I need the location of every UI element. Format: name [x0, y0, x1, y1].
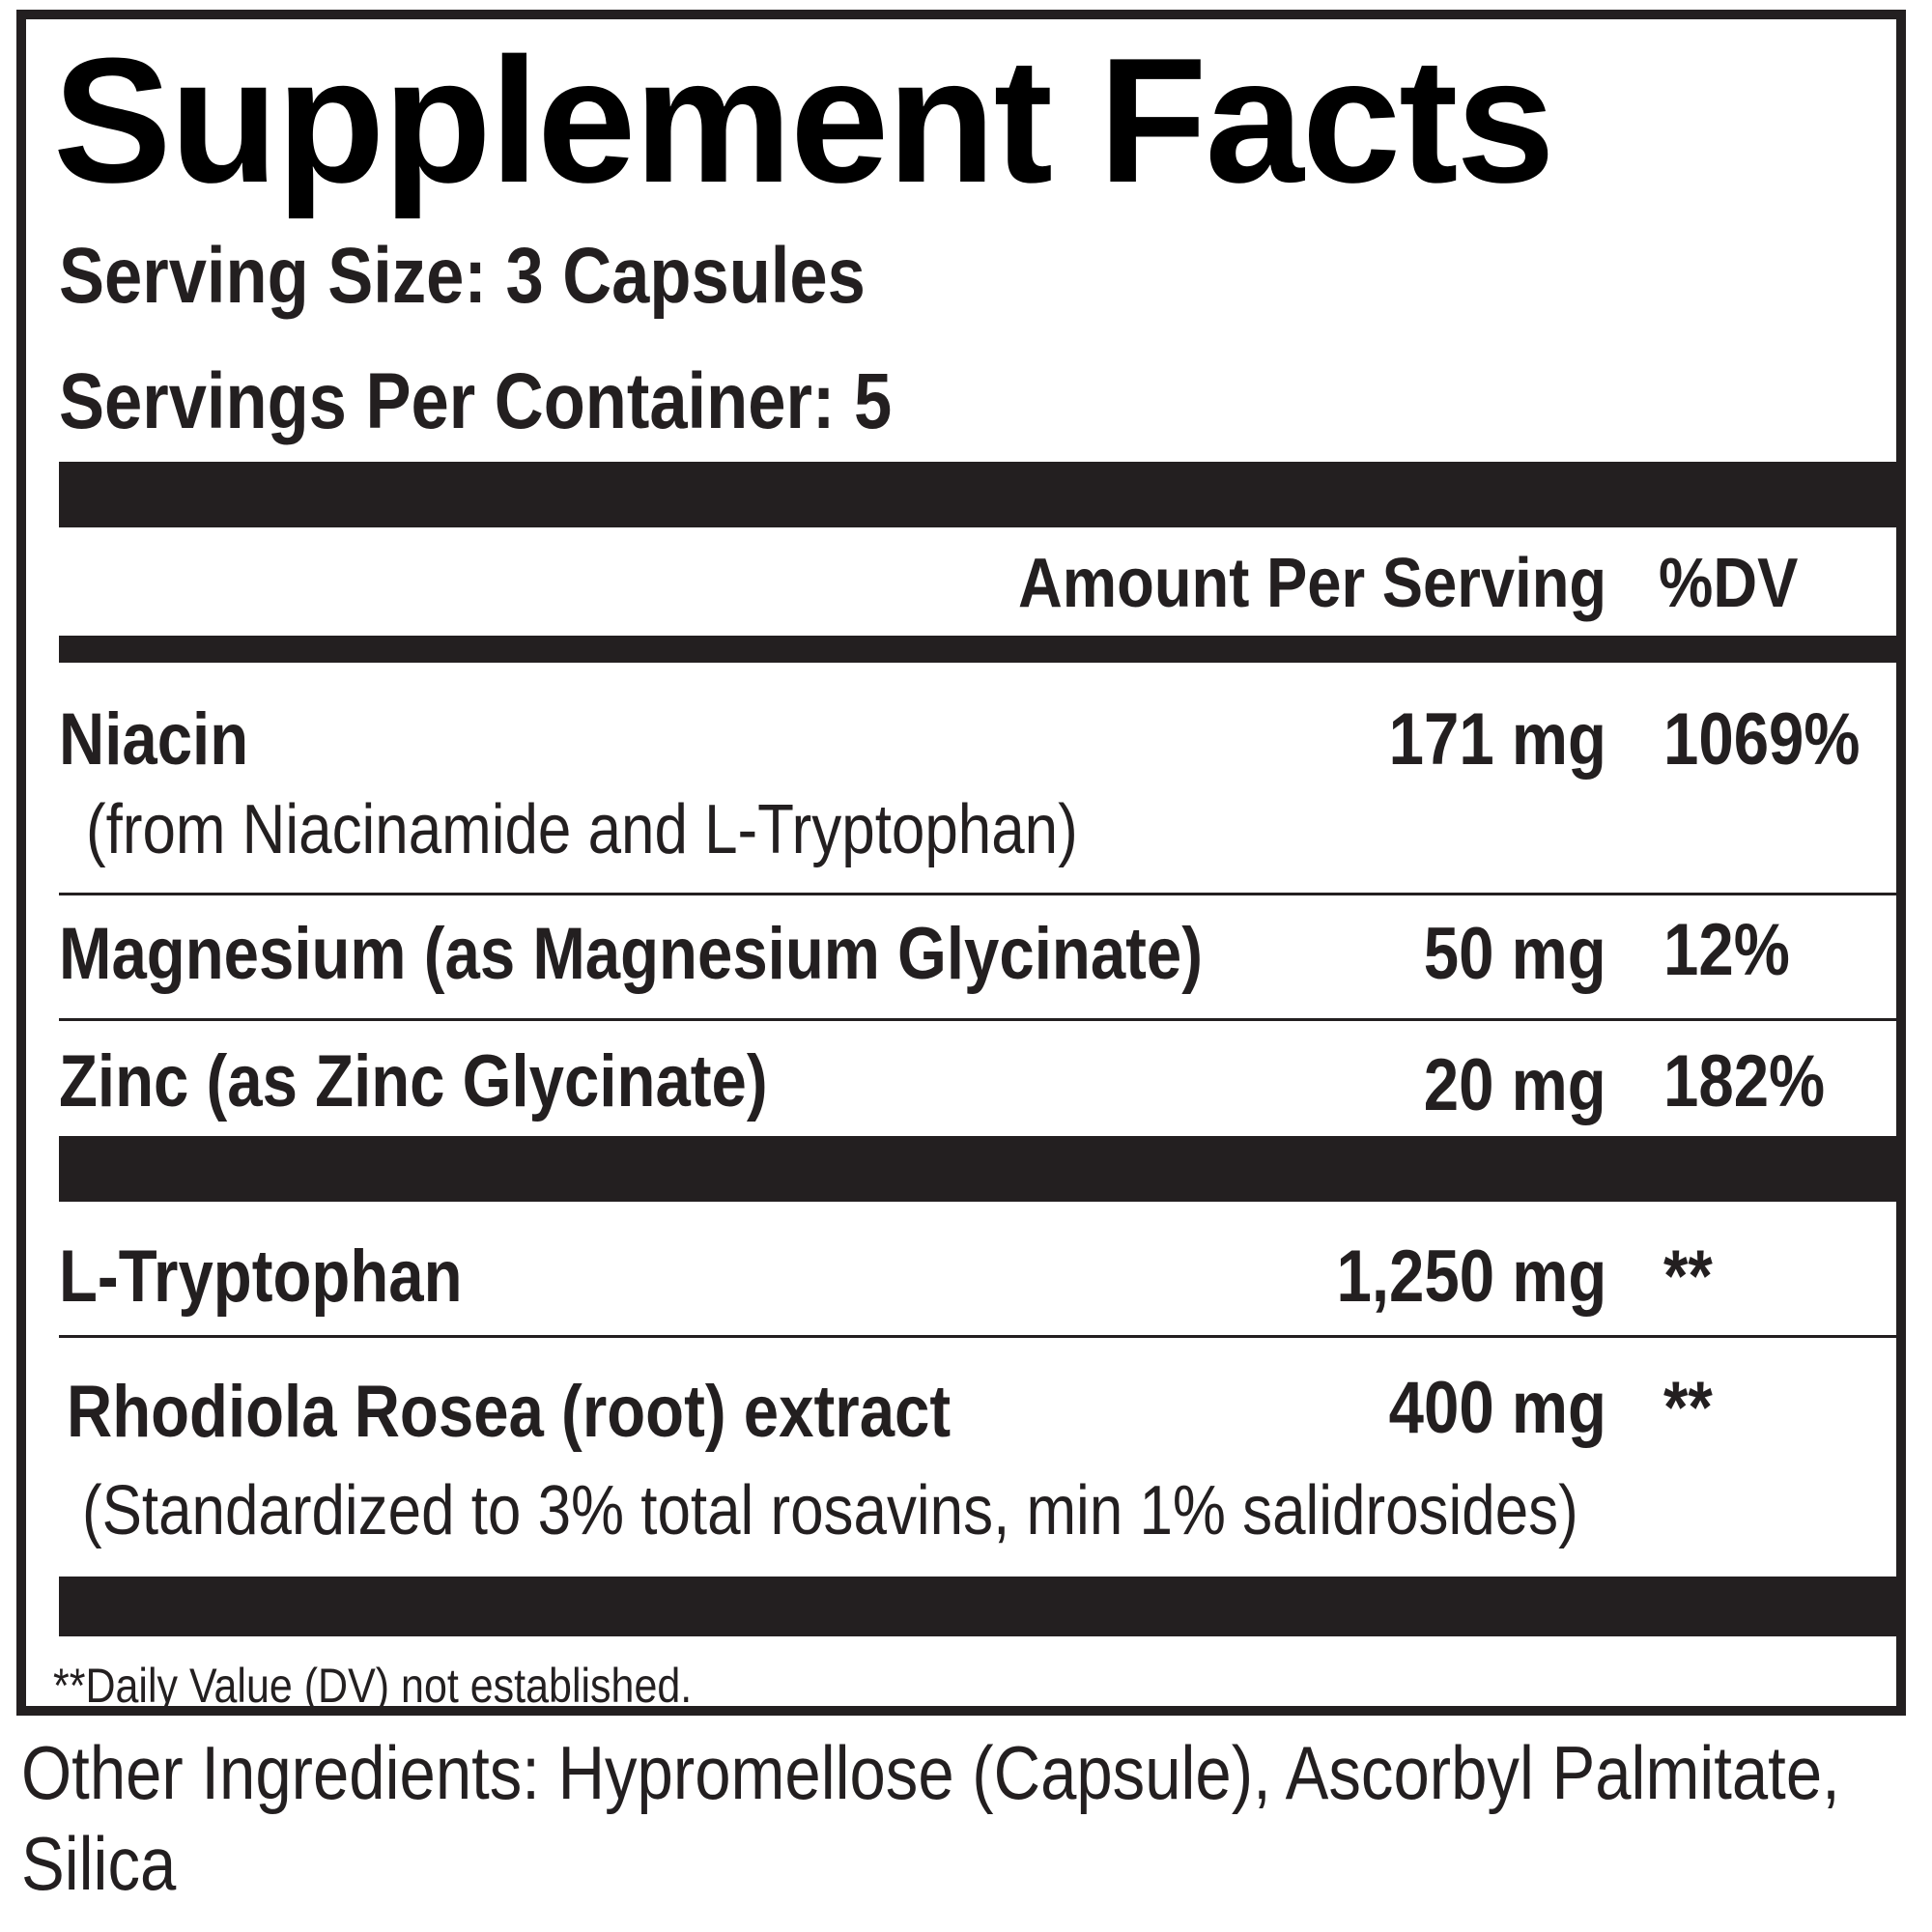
thick-divider-middle	[59, 1136, 1902, 1202]
nutrient-dv-zinc: 182%	[1663, 1040, 1826, 1122]
ingredient-amount-l-tryptophan: 1,250 mg	[1336, 1236, 1606, 1318]
thick-divider-bottom	[59, 1577, 1902, 1636]
row-divider	[59, 1018, 1902, 1021]
row-divider	[59, 1335, 1902, 1338]
ingredient-dv-l-tryptophan: **	[1663, 1236, 1713, 1318]
nutrient-dv-magnesium: 12%	[1663, 909, 1790, 991]
nutrient-name-niacin: Niacin	[59, 698, 249, 781]
nutrient-source-niacin: (from Niacinamide and L-Tryptophan)	[86, 791, 1078, 868]
nutrient-dv-niacin: 1069%	[1663, 698, 1861, 781]
other-ingredients-line-1: Other Ingredients: Hypromellose (Capsule), Ascorbyl Palmitate,	[21, 1730, 1840, 1815]
other-ingredients-line-2: Silica	[21, 1821, 177, 1906]
dv-footnote: **Daily Value (DV) not established.	[53, 1659, 693, 1713]
ingredient-standardization-rhodiola: (Standardized to 3% total rosavins, min 1% salidrosides)	[82, 1472, 1578, 1549]
panel-title: Supplement Facts	[53, 20, 1553, 219]
nutrient-amount-zinc: 20 mg	[1424, 1044, 1606, 1126]
ingredient-name-l-tryptophan: L-Tryptophan	[59, 1236, 463, 1318]
nutrient-amount-magnesium: 50 mg	[1424, 913, 1606, 995]
supplement-facts-panel	[16, 10, 1906, 1716]
ingredient-name-rhodiola: Rhodiola Rosea (root) extract	[67, 1371, 952, 1453]
row-divider	[59, 893, 1902, 895]
servings-per-container: Servings Per Container: 5	[59, 357, 893, 445]
dv-header: %DV	[1659, 545, 1799, 622]
medium-divider	[59, 636, 1902, 663]
thick-divider-top	[59, 462, 1902, 527]
nutrient-amount-niacin: 171 mg	[1388, 698, 1606, 781]
nutrient-name-magnesium: Magnesium (as Magnesium Glycinate)	[59, 913, 1204, 995]
serving-size: Serving Size: 3 Capsules	[59, 232, 866, 320]
nutrient-name-zinc: Zinc (as Zinc Glycinate)	[59, 1040, 768, 1122]
amount-per-serving-header: Amount Per Serving	[1017, 545, 1606, 622]
ingredient-dv-rhodiola: **	[1663, 1367, 1713, 1449]
ingredient-amount-rhodiola: 400 mg	[1388, 1367, 1606, 1449]
